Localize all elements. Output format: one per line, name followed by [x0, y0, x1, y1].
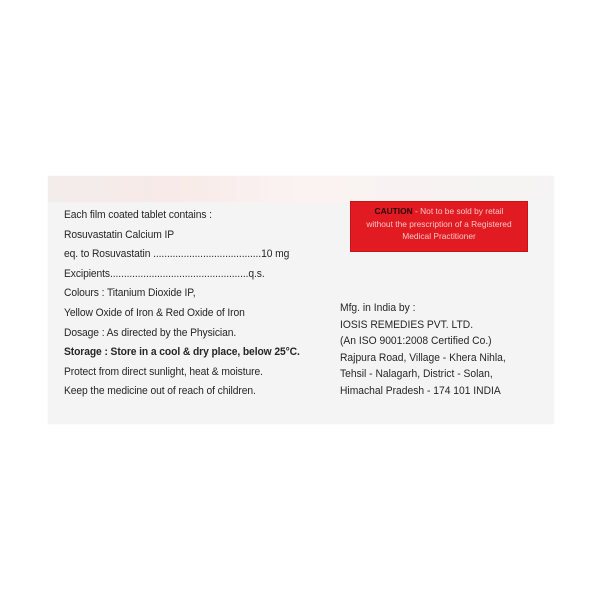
active-ingredient-strength: eq. to Rosuvastatin .......................................10 mg: [64, 248, 290, 261]
pack-top-shadow: [48, 176, 554, 202]
active-ingredient: Rosuvastatin Calcium IP: [64, 228, 175, 241]
dosage-line: Dosage : As directed by the Physician.: [64, 326, 237, 339]
mfg-heading: Mfg. in India by :: [340, 302, 416, 314]
mfg-address-1: Rajpura Road, Village - Khera Nihla,: [340, 351, 506, 364]
mfg-address-3: Himachal Pradesh - 174 101 INDIA: [340, 384, 501, 397]
caution-heading: CAUTION: [374, 206, 413, 216]
mfg-certification: (An ISO 9001:2008 Certified Co.): [340, 335, 492, 348]
caution-text-2: without the prescription of a Registered: [366, 218, 512, 229]
colours-line: Colours : Titanium Dioxide IP,: [64, 287, 196, 300]
caution-text-3: Medical Practitioner: [402, 231, 476, 242]
composition-block: [64, 206, 322, 402]
excipients-line: Excipients..................................................q.s.: [64, 267, 265, 280]
mfg-address-2: Tehsil - Nalagarh, District - Solan,: [340, 368, 493, 381]
manufacturer-block: [340, 300, 524, 400]
caution-box: [350, 201, 528, 252]
colours-line-2: Yellow Oxide of Iron & Red Oxide of Iron: [64, 306, 245, 319]
caution-text-1: - Not to be sold by retail: [412, 206, 504, 216]
composition-heading: Each film coated tablet contains :: [64, 209, 212, 221]
storage-line: Storage : Store in a cool & dry place, below 25°C.: [64, 346, 300, 359]
mfg-company: IOSIS REMEDIES PVT. LTD.: [340, 318, 474, 331]
protection-line: Protect from direct sunlight, heat & moisture.: [64, 365, 263, 378]
children-warning-line: Keep the medicine out of reach of children.: [64, 385, 256, 398]
medicine-pack-label: [48, 176, 554, 424]
